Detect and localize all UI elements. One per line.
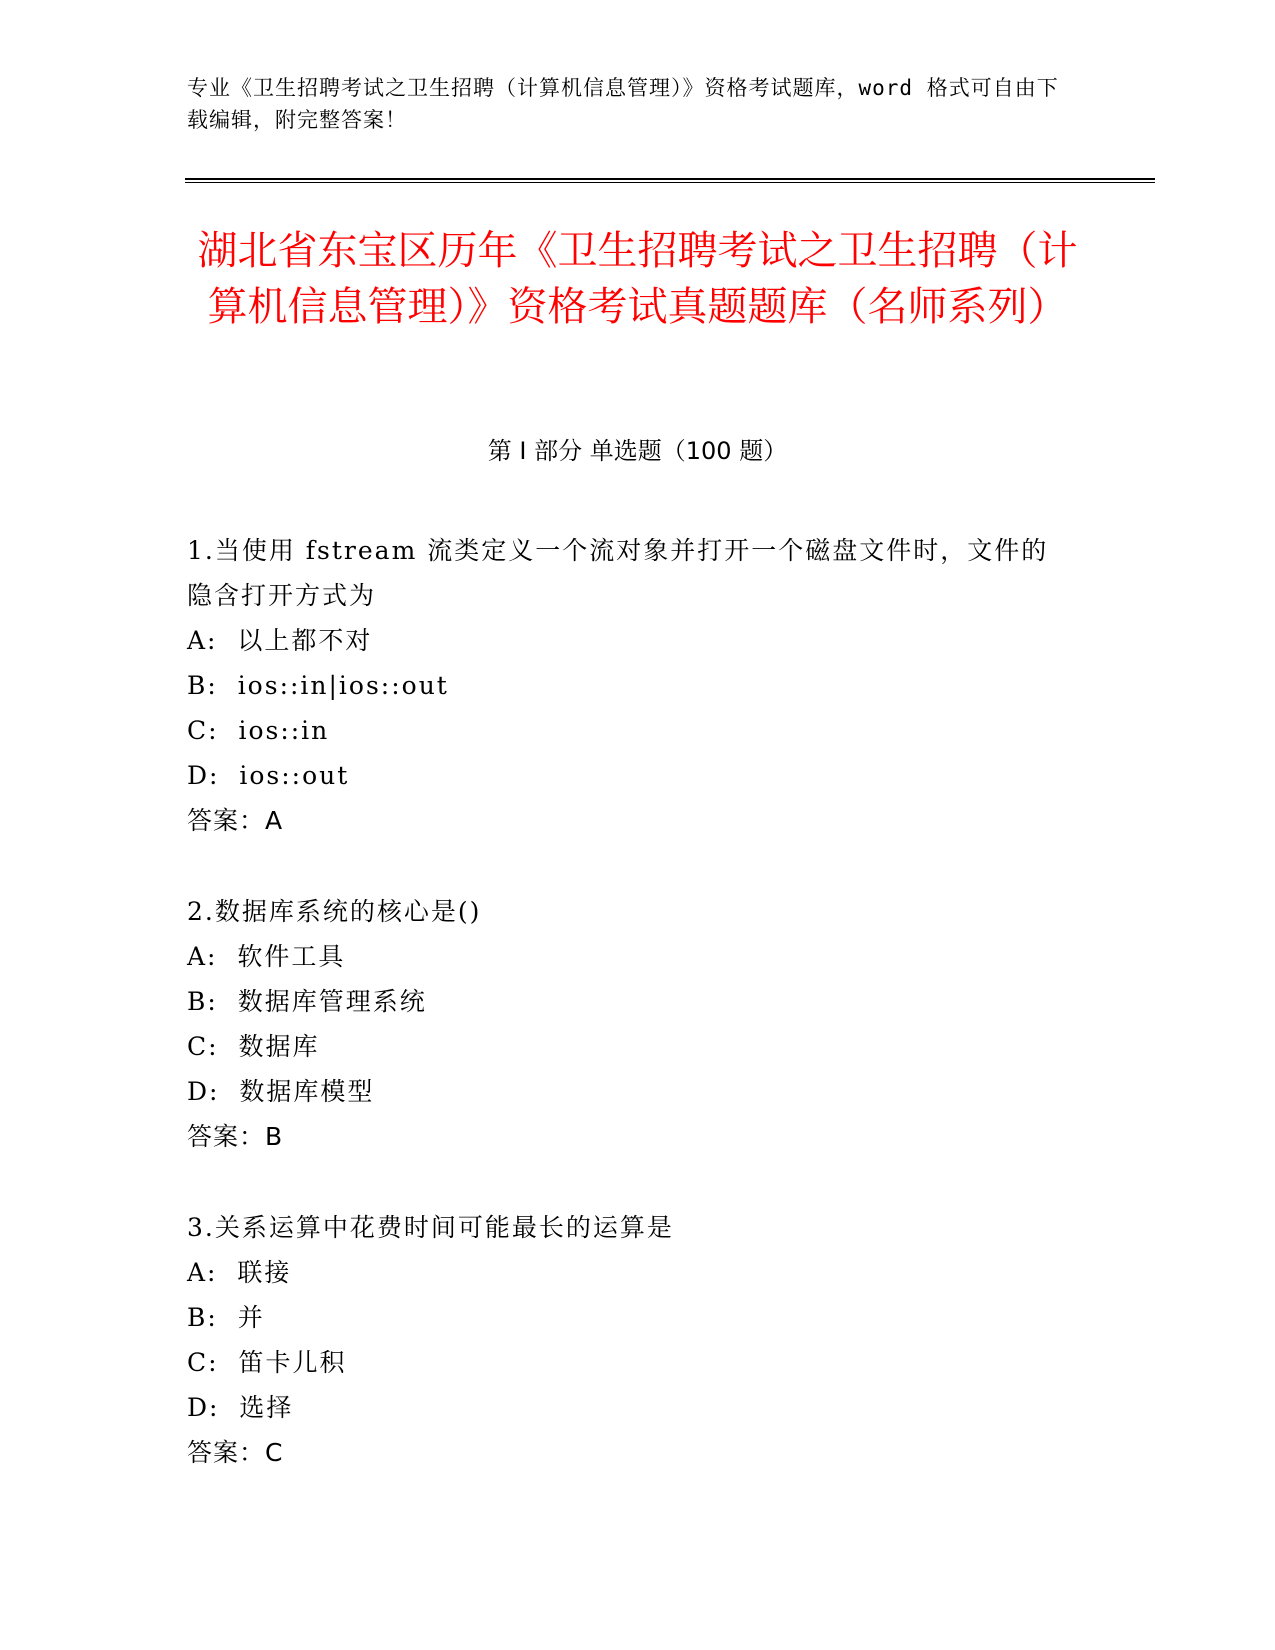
- question-stem: 2.数据库系统的核心是(): [187, 897, 482, 926]
- answer-line: [187, 1114, 1067, 1159]
- option-b: B: 数据库管理系统: [187, 987, 427, 1016]
- section-heading: 第 I 部分 单选题（100 题）: [487, 437, 788, 465]
- question-3: [187, 1205, 1067, 1475]
- answer-value: C: [265, 1438, 284, 1467]
- answer-line: [187, 1430, 1067, 1475]
- option-c: C: 笛卡儿积: [187, 1348, 347, 1377]
- question-stem: 1.当使用 fstream 流类定义一个流对象并打开一个磁盘文件时，文件的隐含打开方式为: [187, 536, 1049, 610]
- header-note: 专业《卫生招聘考试之卫生招聘（计算机信息管理）》资格考试题库，word 格式可自由下载编辑，附完整答案！: [187, 76, 1059, 132]
- option-a: A: 软件工具: [187, 942, 346, 971]
- answer-value: A: [265, 806, 284, 835]
- option-c: C: 数据库: [187, 1032, 320, 1061]
- option-d: D: ios::out: [187, 761, 350, 790]
- question-1: [187, 528, 1067, 843]
- option-d: D: 数据库模型: [187, 1077, 375, 1106]
- question-2: [187, 889, 1067, 1159]
- option-a: A: 联接: [187, 1258, 292, 1287]
- option-b: B: 并: [187, 1303, 265, 1332]
- answer-label: 答案：: [187, 1122, 266, 1151]
- question-stem: 3.关系运算中花费时间可能最长的运算是: [187, 1213, 674, 1242]
- option-c: C: ios::in: [187, 716, 330, 745]
- option-a: A: 以上都不对: [187, 626, 373, 655]
- answer-label: 答案：: [187, 806, 266, 835]
- option-b: B: ios::in|ios::out: [187, 671, 449, 700]
- option-d: D: 选择: [187, 1393, 294, 1422]
- document-title: 湖北省东宝区历年《卫生招聘考试之卫生招聘（计算机信息管理）》资格考试真题题库（名师系列）: [197, 228, 1078, 330]
- header-divider-thin: [185, 182, 1155, 183]
- question-list: [187, 528, 1067, 1521]
- answer-label: 答案：: [187, 1438, 266, 1467]
- header-divider-thick: [185, 178, 1155, 180]
- answer-line: [187, 798, 1067, 843]
- answer-value: B: [265, 1122, 284, 1151]
